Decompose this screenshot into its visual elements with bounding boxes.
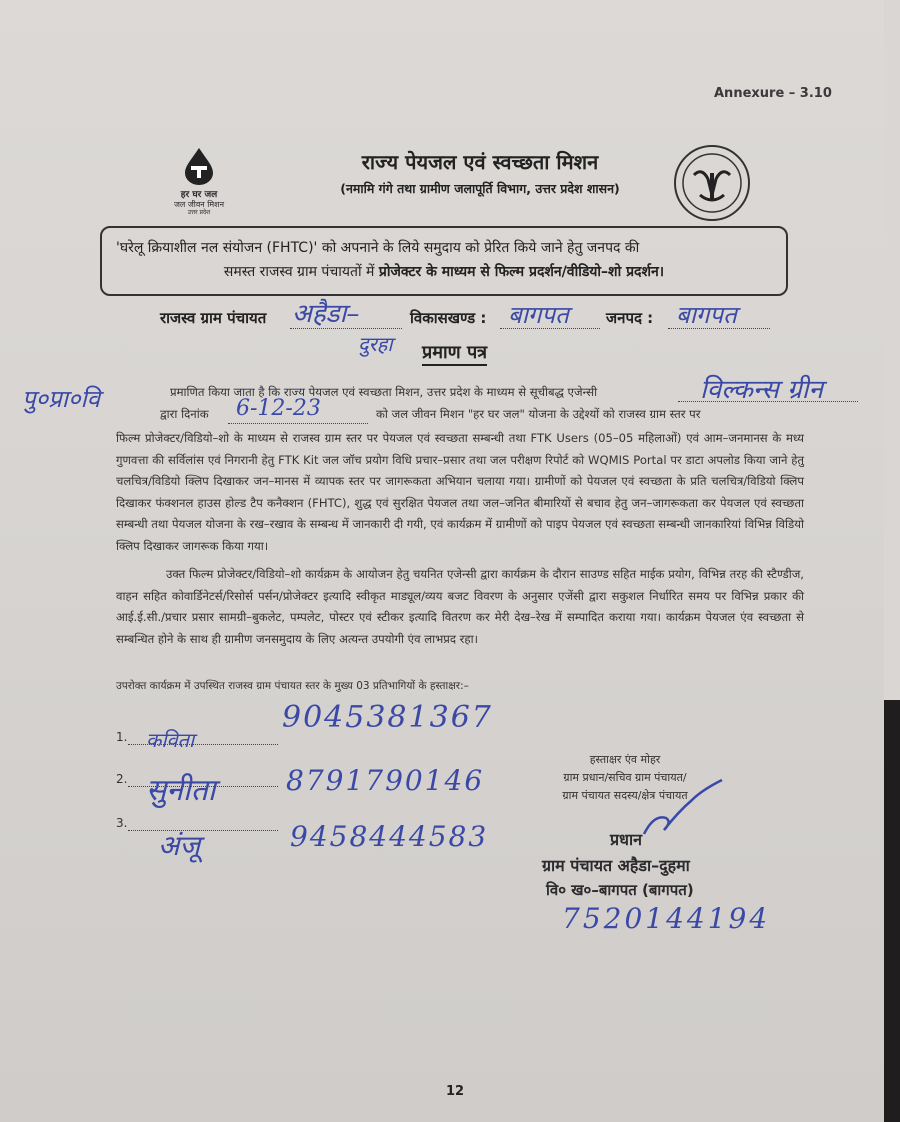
participant-3-name: अंजू xyxy=(158,829,201,862)
gram-panchayat-label: राजस्व ग्राम पंचायत xyxy=(160,309,267,327)
participant-3-phone: 9458444583 xyxy=(290,820,489,853)
vikaskhand-label: विकासखण्ड : xyxy=(410,309,487,327)
participant-1-name: कविता xyxy=(146,728,195,752)
para1-line2-post: को जल जीवन मिशन "हर घर जल" योजना के उद्देश्यों को राजस्व ग्राम स्तर पर xyxy=(376,407,701,421)
participant-3-line xyxy=(128,830,278,831)
banner-line-2-bold: प्रोजेक्टर के माध्यम से फिल्म प्रदर्शन/वीडियो–शो प्रदर्शन। xyxy=(378,264,665,280)
program-banner xyxy=(100,226,788,296)
page-number: 12 xyxy=(446,1084,465,1099)
signatory-phone: 7520144194 xyxy=(562,902,771,935)
margin-handwritten-note: पु०प्रा०वि xyxy=(22,385,101,413)
gram-panchayat-handwritten: अहैडा– xyxy=(292,299,360,329)
banner-line-2 xyxy=(116,260,772,284)
signatory-role-2: ग्राम पंचायत सदस्य/क्षेत्र पंचायत xyxy=(562,789,688,802)
logo-text-3: उत्तर प्रदेश xyxy=(187,209,211,216)
up-government-emblem-icon xyxy=(672,143,752,223)
paragraph-2: उक्त फिल्म प्रोजेक्टर/विडियो–शो कार्यक्रम के आयोजन हेतु चयनित एजेन्सी द्वारा कार्यक्रम के दौरान साउण्ड सहित माईक प्रयोग, विभिन्न तरह की स्टैण्डीज, वाहन सहित कोवार्डिनेटर्स/रिसोर्स पर्सन/प्रोजेक्टर इत्यादि स्वीकृत माड्यूल/व्यय बजट विवरण के अनुसार एजेंसी द्वारा सकुशल निर्धारित समय पर विभिन्न प्रकार की आई.ई.सी./प्रचार प्रसार सामग्री–बुकलेट, पम्पलेट, पोस्टर एवं स्टीकर इत्यादि वितरण कर मेरी देख–रेख में सम्पादित कराया गया। कार्यक्रम पेयजल एंव स्वच्छता से सम्बन्धित होने के साथ ही ग्रामीण जनसमुदाय के लिए अत्यन्त उपयोगी एंव लाभप्रद रहा। xyxy=(116,567,804,646)
pramaan-patra-heading: प्रमाण पत्र xyxy=(422,340,487,366)
stamp-vikaskhand: वि० ख०–बागपत (बागपत) xyxy=(546,881,694,899)
agency-handwritten: विल्कन्स ग्रीन xyxy=(700,375,823,405)
janpad-label: जनपद : xyxy=(606,309,654,327)
participant-2-phone: 8791790146 xyxy=(286,764,485,797)
annexure-label: Annexure – 3.10 xyxy=(714,86,832,101)
stamp-gram-panchayat: ग्राम पंचायत अहैडा–दुहमा xyxy=(542,856,690,875)
date-line xyxy=(228,423,368,424)
participant-1-phone: 9045381367 xyxy=(282,700,493,735)
water-drop-icon xyxy=(179,146,219,186)
date-handwritten: 6-12-23 xyxy=(236,396,321,421)
logo-text-1: हर घर जल xyxy=(180,190,218,200)
jal-jeevan-mission-logo xyxy=(160,146,238,216)
participants-note: उपरोक्त कार्यक्रम में उपस्थित राजस्व ग्राम पंचायत स्तर के मुख्य 03 प्रतिभागियों के हस्ताक्षर:– xyxy=(116,680,469,692)
banner-line-2-plain: समस्त राजस्व ग्राम पंचायतों में xyxy=(223,264,379,280)
signatory-label: हस्ताक्षर एंव मोहर xyxy=(589,753,661,766)
banner-line-1: 'घरेलू क्रियाशील नल संयोजन (FHTC)' को अपनाने के लिये समुदाय को प्रेरित किये जाने हेतु जनपद की xyxy=(116,240,640,256)
stamp-pradhan: प्रधान xyxy=(610,830,642,849)
participant-2-number: 2. xyxy=(116,772,128,786)
participant-3-number: 3. xyxy=(116,816,128,830)
page-edge-shadow xyxy=(884,700,900,1122)
para1-line1: प्रमाणित किया जाता है कि राज्य पेयजल एवं स्वच्छता मिशन, उत्तर प्रदेश के माध्यम से सूचीबद्ध एजेन्सी xyxy=(170,385,598,399)
signatory-role-1: ग्राम प्रधान/सचिव ग्राम पंचायत/ xyxy=(563,771,687,784)
para1-line2-pre: द्वारा दिनांक xyxy=(160,407,209,421)
paragraph-1-body: फिल्म प्रोजेक्टर/विडियो–शो के माध्यम से राजस्व ग्राम स्तर पर पेयजल एवं स्वच्छता सम्बन्धी तथा FTK Users (05–05 महिलाओं) एवं आम–जनमानस के मध्य गुणवत्ता की सर्विलांस एवं निगरानी हेतु FTK Kit जल जॉच प्रयोग विधि प्रचार–प्रसार तथा जल परीक्षण रिपोर्ट को WQMIS Portal पर डाटा अपलोड किया जाने हेतु चलचित्र/विडियो क्लिप दिखाकर जन–मानस में व्यापक स्तर पर जागरूकता अभियान चलाया गया। ग्रामीणों को पेयजल एवं स्वच्छता के प्रति चलचित्र/विडियो क्लिप दिखाकर फंक्शनल हाउस होल्ड टैप कनैक्शन (FHTC), शुद्ध एवं सुरक्षित पेयजल तथा जल–जनित बीमारियों से बचाव हेतु जन–जागरूकता कर पेयजल एवं स्वच्छता सम्बन्धी तथा पेयजल योजना के रख–रखाव के सम्बन्ध में जानकारी दी गयी, एवं कार्यक्रम में ग्रामीणों को पाइप पेयजल एवं स्वच्छता सम्बन्धी जानकारियां विभिन्न विडियो क्लिप दिखाकर जागरूक किया गया। xyxy=(116,431,804,553)
janpad-handwritten: बागपत xyxy=(676,301,737,329)
participant-1-number: 1. xyxy=(116,730,128,744)
vikaskhand-handwritten: बागपत xyxy=(508,301,569,329)
pradhan-signature-icon xyxy=(640,776,730,840)
participant-2-name: सुनीता xyxy=(146,773,216,808)
document-title: राज्य पेयजल एवं स्वच्छता मिशन xyxy=(361,150,599,174)
logo-text-2: जल जीवन मिशन xyxy=(173,200,225,209)
document-subtitle: (नमामि गंगे तथा ग्रामीण जलापूर्ति विभाग, उत्तर प्रदेश शासन) xyxy=(340,181,620,196)
gram-panchayat-handwritten-2: दुरहा xyxy=(358,332,393,356)
